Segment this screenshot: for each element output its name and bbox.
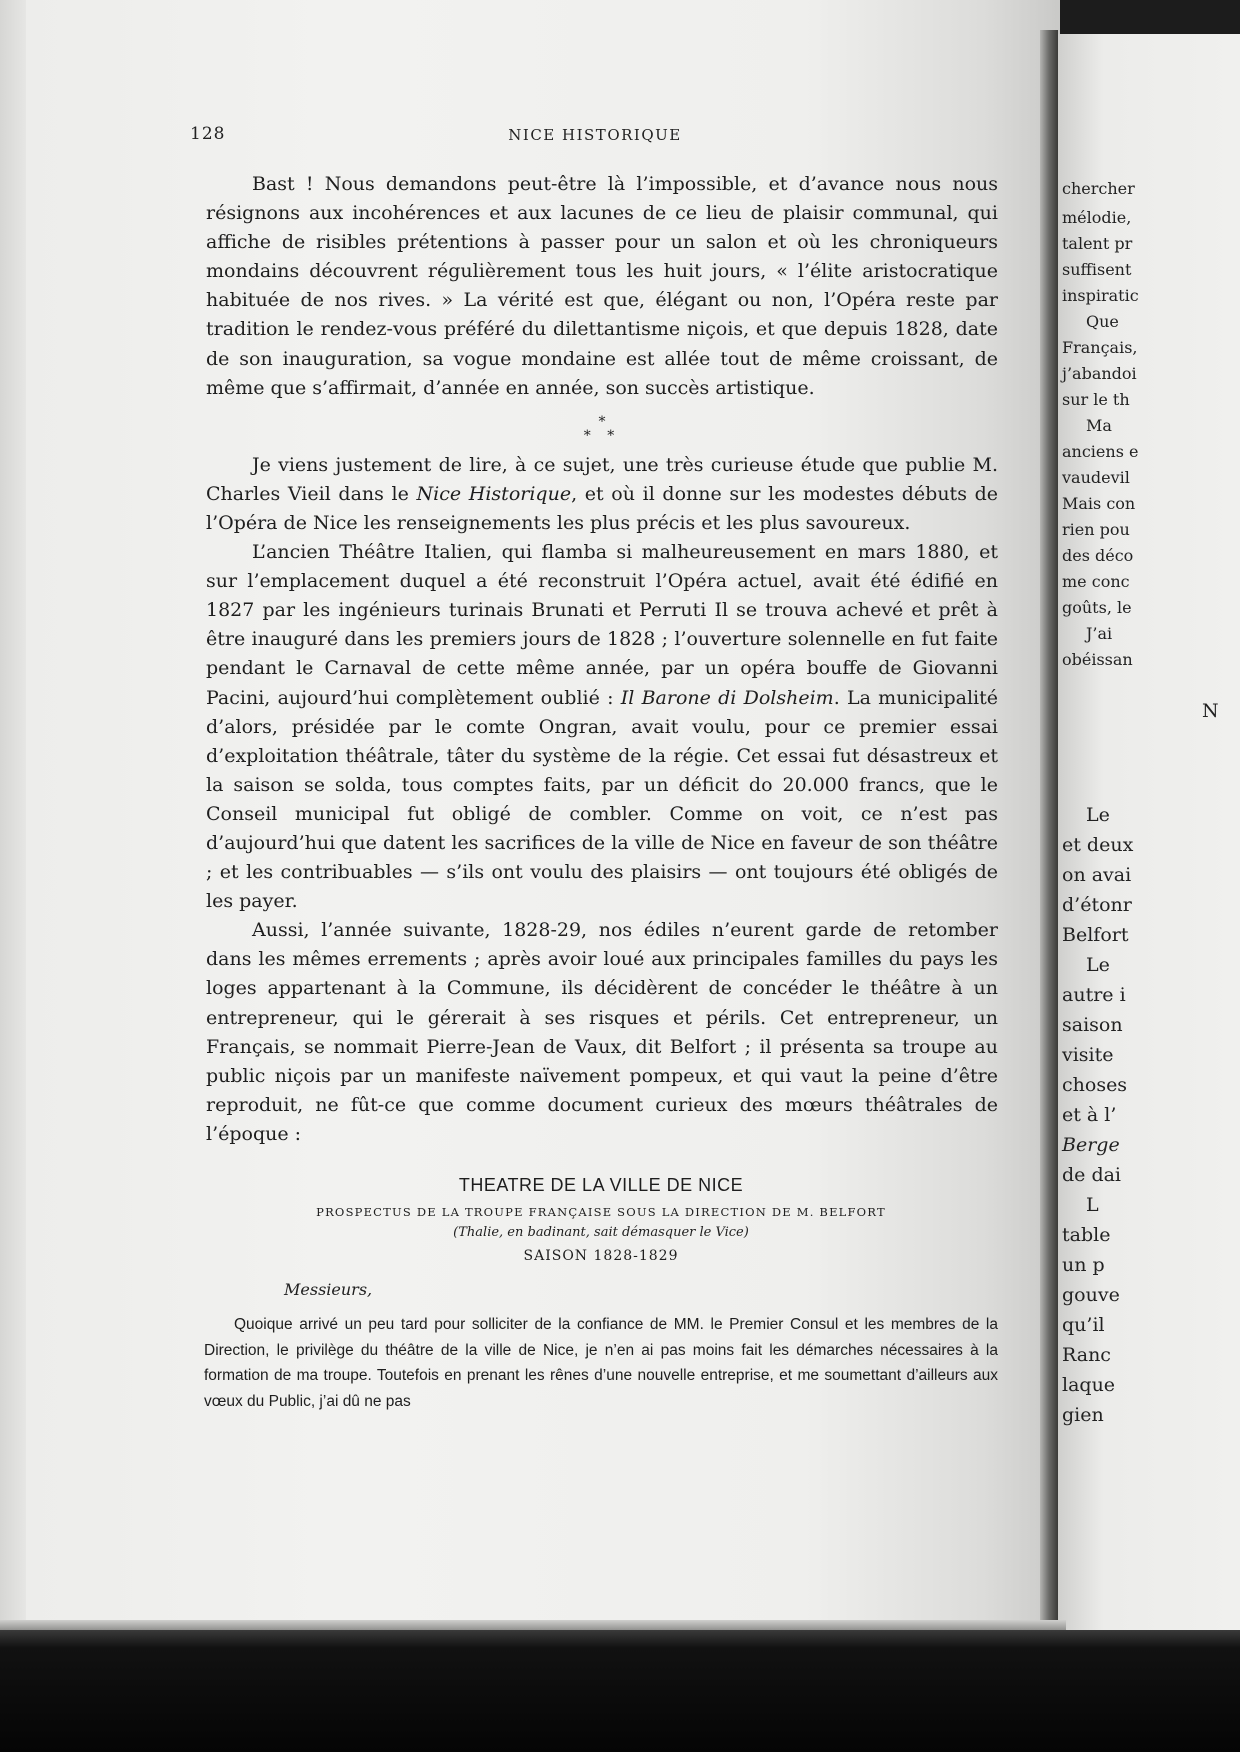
next-line: Berge: [1062, 1134, 1120, 1156]
next-line: table: [1062, 1224, 1111, 1246]
next-line: gien: [1062, 1404, 1104, 1426]
next-line: autre i: [1062, 984, 1126, 1006]
next-line: inspiratic: [1062, 286, 1139, 305]
next-line: Ranc: [1062, 1344, 1111, 1366]
theatre-text-end: . La municipalité d’alors, présidée par le comte Ongran, avait voulu, pour ce premier essai d’exploitation théâtrale, tâter du système de la régie. Cet essai fut désastreux et la saison se solda, tous comptes faits, par un déficit do 20.000 francs, que le Conseil municipal fut obligé de combler. Comme on voit, ce n’est pas d’aujourd’hui que datent les sacrifices de la ville de Nice en faveur de son théâtre ; et les contribuables — s’ils ont voulu des plaisirs — ont toujours été obligés de les payer.: [206, 686, 998, 913]
next-line: des déco: [1062, 546, 1134, 565]
next-line: suffisent: [1062, 260, 1132, 279]
next-line: saison: [1062, 1014, 1123, 1036]
next-line: Ma: [1086, 416, 1112, 435]
prospectus-title: THEATRE DE LA VILLE DE NICE: [458, 1175, 744, 1195]
journal-title: Nice Historique: [416, 482, 572, 505]
body-text: [206, 170, 998, 1149]
next-line: L: [1086, 1194, 1099, 1216]
next-line: Français,: [1062, 338, 1138, 357]
running-header: [190, 124, 1000, 148]
prospectus-subtitle: PROSPECTUS DE LA TROUPE FRANÇAISE SOUS LA DIRECTION DE M. BELFORT: [316, 1205, 886, 1219]
paragraph-theatre: [206, 538, 998, 916]
next-line: mélodie,: [1062, 208, 1132, 227]
next-line: d’étonr: [1062, 894, 1132, 916]
next-line: et à l’: [1062, 1104, 1117, 1126]
next-line: choses: [1062, 1074, 1128, 1096]
page-number: 128: [190, 124, 226, 144]
next-line: laque: [1062, 1374, 1116, 1396]
intro-text: Je viens justement de lire, à ce sujet, une très curieuse étude que publie M. Charles Vieil dans le: [206, 453, 998, 505]
prospectus-block: [204, 1172, 998, 1414]
asterism-bottom: * *: [583, 427, 621, 444]
left-margin: [0, 0, 26, 1752]
paragraph-intro: [206, 451, 998, 538]
next-line: chercher: [1062, 179, 1135, 198]
book-page-right-fragment: [1058, 34, 1240, 1630]
prospectus-salutation: Messieurs,: [284, 1280, 373, 1299]
next-line: Le: [1086, 804, 1110, 826]
next-line: talent pr: [1062, 234, 1133, 253]
next-line: qu’il: [1062, 1314, 1105, 1336]
next-line: Que: [1086, 312, 1119, 331]
prospectus-body: Quoique arrivé un peu tard pour solliciter de la confiance de MM. le Premier Consul et les membres de la Direction, le privilège du théâtre de la ville de Nice, je n’en ai pas moins fait les démarches nécessaires à la formation de ma troupe. Toutefois en prenant les rênes d’une nouvelle entreprise, et me soumettant d’ailleurs aux vœux du Public, j’ai dû ne pas: [204, 1316, 998, 1410]
prospectus-motto: (Thalie, en badinant, sait démasquer le Vice): [453, 1225, 749, 1240]
paragraph-aussi: Aussi, l’année suivante, 1828-29, nos édiles n’eurent garde de retomber dans les mêmes errements ; après avoir loué aux principales familles du pays les loges appartenant à la Commune, ils décidèrent de concéder le théâtre à un entrepreneur, qui le gérerait à ses risques et périls. Cet entrepreneur, un Français, se nommait Pierre-Jean de Vaux, dit Belfort ; il présenta sa troupe au public niçois par un manifeste naïvement pompeux, et qui vaut la peine d’être reproduit, ne fût-ce que comme document curieux des mœurs théâtrales de l’époque :: [206, 919, 998, 1145]
next-line: Belfort: [1062, 924, 1129, 946]
next-line: anciens e: [1062, 442, 1139, 461]
next-line: J’ai: [1086, 624, 1113, 643]
next-line: un p: [1062, 1254, 1105, 1276]
intro-text-end: , et où il donne sur les modestes débuts de l’Opéra de Nice les renseignements les plus précis et les plus savoureux.: [206, 482, 999, 534]
running-title: NICE HISTORIQUE: [508, 126, 682, 144]
next-line: sur le th: [1062, 390, 1130, 409]
scan-bottom-border: [0, 1630, 1240, 1752]
next-line: j’abandoi: [1062, 364, 1137, 383]
section-divider: [206, 415, 998, 443]
next-line: obéissan: [1062, 650, 1133, 669]
scan-top-border: [1060, 0, 1240, 34]
next-line: on avai: [1062, 864, 1132, 886]
next-line: goûts, le: [1062, 598, 1132, 617]
next-line: vaudevil: [1062, 468, 1130, 487]
next-line: rien pou: [1062, 520, 1130, 539]
opera-title: Il Barone di Dolsheim: [620, 686, 834, 709]
book-spine: [1040, 30, 1058, 1630]
next-line: et deux: [1062, 834, 1134, 856]
paragraph-bast: Bast ! Nous demandons peut-être là l’impossible, et d’avance nous nous résignons aux incohérences et aux lacunes de ce lieu de plaisir communal, qui affiche de risibles prétentions à passer pour un salon et où les chroniqueurs mondains découvrent régulièrement tous les huit jours, « l’élite aristocratique habituée de nos rives. » La vérité est que, élégant ou non, l’Opéra reste par tradition le rendez-vous préféré du dilettantisme niçois, et que depuis 1828, date de son inauguration, sa vogue mondaine est allée tout de même croissant, de même que s’affirmait, d’année en année, son succès artistique.: [206, 173, 998, 399]
prospectus-season: SAISON 1828-1829: [523, 1248, 679, 1264]
next-line: de dai: [1062, 1164, 1122, 1186]
asterism-top: *: [598, 413, 606, 430]
next-line: me conc: [1062, 572, 1130, 591]
next-line: Le: [1086, 954, 1110, 976]
next-line: Mais con: [1062, 494, 1136, 513]
next-page-initial: N: [1202, 700, 1219, 722]
next-line: visite: [1062, 1044, 1114, 1066]
theatre-text: L’ancien Théâtre Italien, qui flamba si malheureusement en mars 1880, et sur l’emplacement duquel a été reconstruit l’Opéra actuel, avait été édifié en 1827 par les ingénieurs turinais Brunati et Perruti Il se trouva achevé et prêt à être inauguré dans les premiers jours de 1828 ; l’ouverture solennelle en fut faite pendant le Carnaval de cette même année, par un opéra bouffe de Giovanni Pacini, aujourd’hui complètement oublié :: [206, 541, 998, 709]
next-line: gouve: [1062, 1284, 1120, 1306]
